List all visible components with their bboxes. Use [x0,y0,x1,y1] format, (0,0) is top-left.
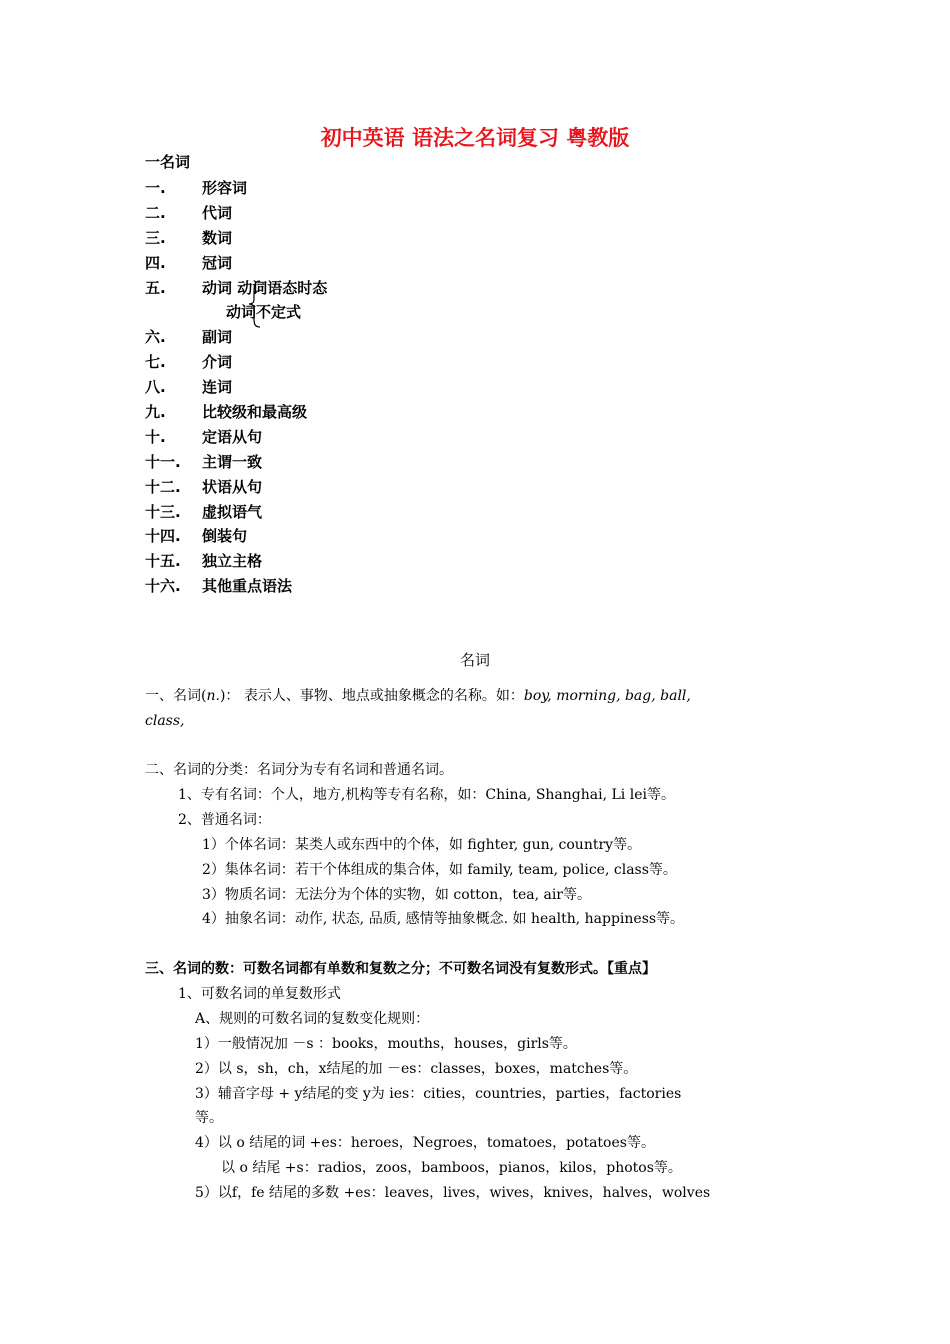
common-noun-line: 2、普通名词： [178,811,271,828]
toc-item: 九. 比较级和最高级 [145,403,308,422]
toc-item: 七. 介词 [145,353,233,372]
plural-rule: 4）以 o 结尾的词 +es：heroes，Negroes，tomatoes，potatoes等。 [195,1135,655,1152]
common-noun-sub: 4）抽象名词：动作, 状态, 品质, 感情等抽象概念. 如 health, happiness等。 [202,911,685,928]
brace-icon [246,279,264,329]
toc-item: 十三. 虚拟语气 [145,502,263,521]
toc-item: 八. 连词 [145,378,233,397]
section-title: 名词 [459,651,490,669]
plural-rule-cont: 等。 [195,1110,223,1127]
plural-rule: 1）一般情况加 －s ：books，mouths，houses，girls等。 [195,1035,577,1052]
number-heading: 三、名词的数：可数名词都有单数和复数之分；不可数名词没有复数形式。【重点】 [145,961,656,977]
common-noun-sub: 3）物质名词：无法分为个体的实物，如 cotton，tea, air等。 [202,886,591,903]
toc-item: 十一. 主谓一致 [145,452,263,471]
number-block [145,957,825,1206]
rule-group-a: A、规则的可数名词的复数变化规则： [195,1010,430,1027]
proper-noun-line: 1、专有名词：个人，地方,机构等专有名称，如：China, Shanghai, Li lei等。 [178,786,675,803]
toc-item: 三. 数词 [145,228,233,247]
toc-item: 十四. 倒装句 [145,527,248,546]
toc-item: 六. 副词 [145,328,233,347]
toc-item: 十. 定语从句 [145,427,263,446]
plural-rule: 5）以f，fe 结尾的多数 +es：leaves，lives，wives，knives，halves，wolves [195,1185,711,1202]
toc-heading: 一名词 [145,153,191,171]
classification-block [145,758,825,932]
definition-line: 一、名词(n.)： 表示人、事物、地点或抽象概念的名称。如：boy, morning, bag, ball, [145,688,691,704]
toc-item: 十二. 状语从句 [145,477,263,496]
common-noun-sub: 2）集体名词：若干个体组成的集合体，如 family, team, police, class等。 [202,861,677,878]
classification-heading: 二、名词的分类：名词分为专有名词和普通名词。 [145,762,453,778]
toc-item: 四. 冠词 [145,253,233,272]
toc-item: 十六. 其他重点语法 [145,577,293,596]
plural-rule-sub: 以 o 结尾 +s：radios，zoos，bamboos，pianos，kilos，photos等。 [221,1160,682,1177]
toc-item: 五. 动词 动词语态时态 [145,278,328,297]
toc-subitem: 动词不定式 [226,303,302,322]
toc-item: 二. 代词 [145,203,233,222]
definition-block [145,684,825,734]
plural-rule: 2）以 s，sh，ch，x结尾的加 －es：classes，boxes，matches等。 [195,1060,638,1077]
toc-item: 一. 形容词 [145,179,248,197]
countable-heading: 1、可数名词的单复数形式 [178,985,341,1002]
toc-item: 十五. 独立主格 [145,552,263,571]
plural-rule: 3）辅音字母 + y结尾的变 y为 ies：cities，countries，parties，factories [195,1085,682,1102]
table-of-contents [145,176,327,599]
common-noun-sub: 1）个体名词：某类人或东西中的个体，如 fighter, gun, country等。 [202,836,642,853]
definition-line-2: class, [145,712,185,729]
page-title: 初中英语 语法之名词复习 粤教版 [320,126,630,150]
